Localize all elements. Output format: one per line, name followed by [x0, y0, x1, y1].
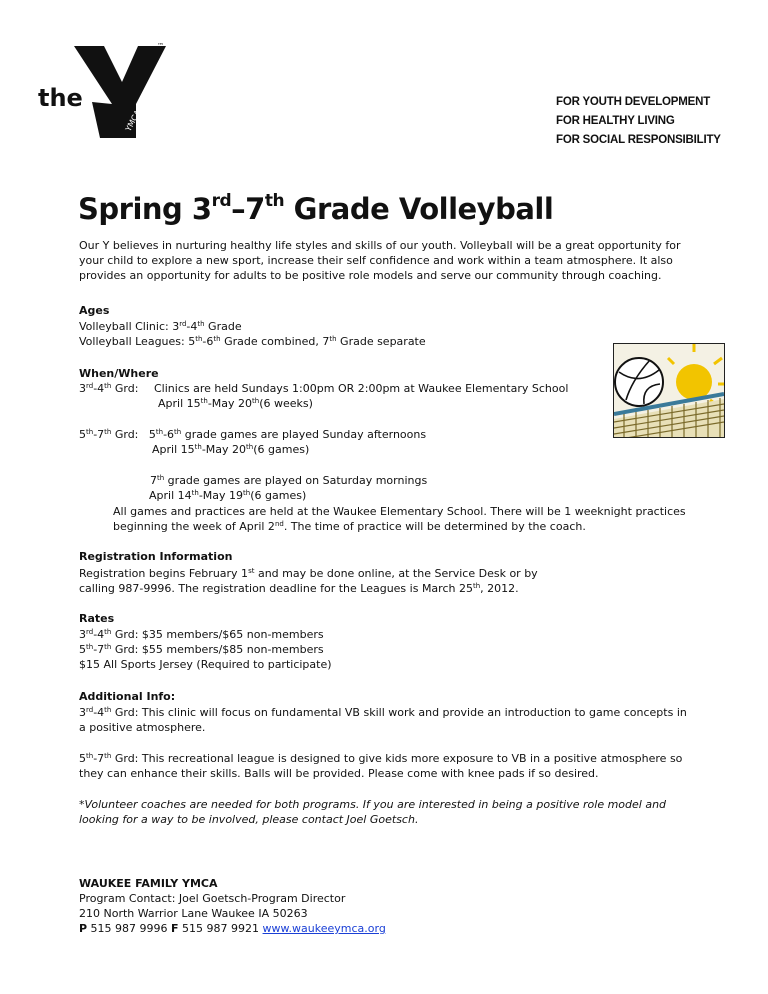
svg-text:YMCA: YMCA: [123, 108, 143, 133]
tagline-line: FOR SOCIAL RESPONSIBILITY: [556, 134, 721, 146]
tagline-line: FOR HEALTHY LIVING: [556, 115, 675, 127]
when-g7: 7th grade games are played on Saturday mornings: [150, 474, 428, 487]
when-note-1: All games and practices are held at the Waukee Elementary School. There will be 1 weeknight practices: [113, 505, 686, 518]
ages-leagues: Volleyball Leagues: 5th-6th Grade combined, 7th Grade separate: [79, 335, 426, 348]
additional-heading: Additional Info:: [79, 690, 176, 703]
volunteer-note: *Volunteer coaches are needed for both programs. If you are interested in being a positive role model and looking for a way to be involved, please contact Joel Goetsch.: [79, 798, 667, 826]
when-note-2: beginning the week of April 2nd. The time of practice will be determined by the coach.: [113, 520, 586, 533]
rates-row: 5th-7th Grd: $55 members/$85 non-members: [79, 643, 324, 656]
rates-heading: Rates: [79, 612, 115, 625]
fax-number: 515 987 9921: [178, 922, 263, 935]
when-g7-dates: April 14th-May 19th(6 games): [149, 489, 307, 502]
when-g57: 5th-7th Grd: 5th-6th grade games are played Sunday afternoons: [79, 428, 427, 441]
when-g34-detail: Clinics are held Sundays 1:00pm OR 2:00pm at Waukee Elementary School: [154, 382, 569, 395]
phone-number: 515 987 9996: [87, 922, 172, 935]
footer-address: 210 North Warrior Lane Waukee IA 50263: [79, 907, 308, 920]
registration-heading: Registration Information: [79, 550, 233, 563]
logo-the-text: the: [38, 84, 83, 112]
website-link[interactable]: www.waukeeymca.org: [262, 922, 386, 935]
when-g57-dates: April 15th-May 20th(6 games): [152, 443, 310, 456]
intro-paragraph: Our Y believes in nurturing healthy life styles and skills of our youth. Volleyball will be a great opportunity for your child to explore a new sport, increase their self confidence and work within a team atmosphere. It also provides an opportunity for adults to be positive role models and serve our community through coaching.: [79, 239, 681, 282]
rates-row: 3rd-4th Grd: $35 members/$65 non-members: [79, 628, 324, 641]
registration-line-2: calling 987-9996. The registration deadline for the Leagues is March 25th, 2012.: [79, 582, 519, 595]
footer-phone-line: [79, 921, 386, 936]
tagline: [556, 93, 721, 150]
when-g34-label: 3rd-4th Grd:: [79, 382, 139, 395]
ages-heading: Ages: [79, 304, 110, 317]
ages-clinic: Volleyball Clinic: 3rd-4th Grade: [79, 320, 242, 333]
tagline-line: FOR YOUTH DEVELOPMENT: [556, 96, 711, 108]
page-title: Spring 3rd–7th Grade Volleyball: [78, 191, 554, 226]
phone-label: P: [79, 922, 88, 935]
when-g34-dates: April 15th-May 20th(6 weeks): [158, 397, 313, 410]
registration-line-1: Registration begins February 1st and may be done online, at the Service Desk or by: [79, 567, 538, 580]
additional-p2: 5th-7th Grd: This recreational league is designed to give kids more exposure to VB in a positive atmosphere so they can enhance their skills. Balls will be provided. Please come with knee pads if so desired.: [79, 752, 683, 780]
additional-p1: 3rd-4th Grd: This clinic will focus on fundamental VB skill work and provide an introduction to game concepts in a positive atmosphere.: [79, 706, 687, 734]
footer-org: WAUKEE FAMILY YMCA: [79, 877, 218, 890]
ymca-y-mark-icon: [72, 42, 168, 142]
ymca-logo: [38, 42, 168, 142]
trademark-mark: ™: [157, 42, 164, 50]
footer-contact: Program Contact: Joel Goetsch-Program Director: [79, 892, 346, 905]
volleyball-clipart: [613, 343, 725, 438]
volleyball-net-icon: [614, 344, 724, 437]
when-where-heading: When/Where: [79, 367, 159, 380]
rates-row: $15 All Sports Jersey (Required to participate): [79, 658, 332, 671]
fax-label: F: [171, 922, 179, 935]
